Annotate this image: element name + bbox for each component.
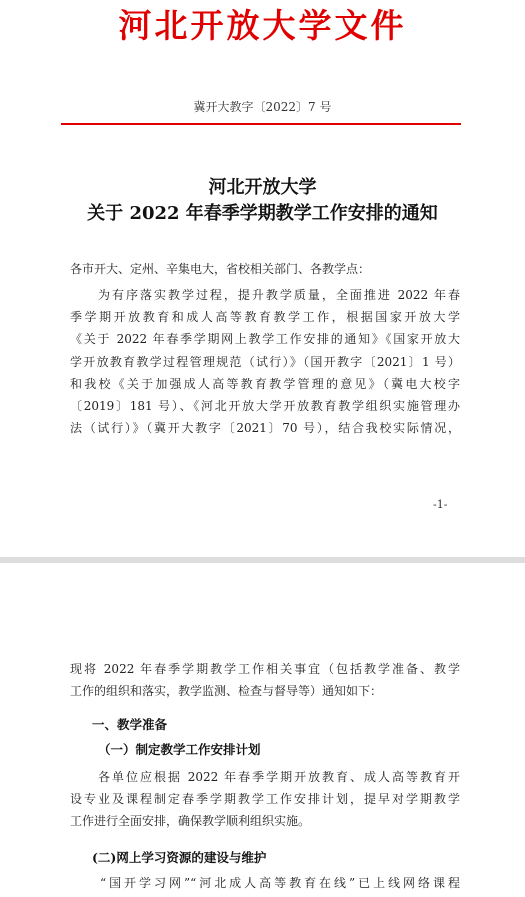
body-line: 各单位应根据 2022 年春季学期开放教育、成人高等教育开 [70, 770, 460, 784]
red-separator-line [61, 123, 461, 125]
body-line: 和我校《关于加强成人高等教育教学管理的意见》（冀电大校字 [70, 376, 460, 391]
body-line: 〔2019〕181 号）、《河北开放大学开放教育教学组织实施管理办 [70, 399, 460, 414]
body-line: 学开放教育教学过程管理规范（试行）》（国开教字〔2021〕1 号） [70, 354, 460, 369]
body-line: 工作的组织和落实，教学监测、检查与督导等）通知如下： [70, 684, 383, 699]
body-line: “国开学习网”“河北成人高等教育在线”已上线网络课程 [70, 876, 460, 890]
section-heading-1: 一、教学准备 [92, 717, 168, 732]
body-line: 工作进行全面安排，确保教学顺利组织实施。 [70, 814, 311, 829]
page-number: -1- [433, 498, 448, 511]
body-line: 法（试行）》（冀开大教字〔2021〕70 号），结合我校实际情况， [70, 421, 460, 436]
document-number: 冀开大教字〔2022〕7 号 [193, 100, 332, 114]
masthead-title: 河北开放大学文件 [118, 6, 407, 45]
subsection-1-1-paragraph [70, 766, 460, 833]
salutation [70, 258, 460, 280]
salutation-text: 各市开大、定州、辛集电大，省校相关部门、各教学点： [70, 262, 371, 276]
notice-title-line1: 河北开放大学 [208, 177, 317, 198]
intro-paragraph-page2 [70, 658, 460, 702]
body-line: 季学期开放教育和成人高等教育教学工作，根据国家开放大学 [70, 310, 460, 325]
subsection-heading-1-1: （一）制定教学工作安排计划 [98, 742, 261, 757]
body-paragraph-page1 [70, 284, 460, 439]
notice-title-line2: 关于 2022 年春季学期教学工作安排的通知 [87, 203, 438, 224]
subsection-1-2-paragraph [70, 872, 460, 894]
body-line: 《关于 2022 年春季学期网上教学工作安排的通知》《国家开放大 [70, 332, 460, 347]
body-line: 现将 2022 年春季学期教学工作相关事宜（包括教学准备、教学 [70, 662, 460, 676]
subsection-heading-1-2: (二)网上学习资源的建设与维护 [92, 850, 267, 865]
body-line: 设专业及课程制定春季学期教学工作安排计划，提早对学期教学 [70, 792, 460, 807]
body-line: 为有序落实教学过程，提升教学质量，全面推进 2022 年春 [70, 288, 460, 302]
